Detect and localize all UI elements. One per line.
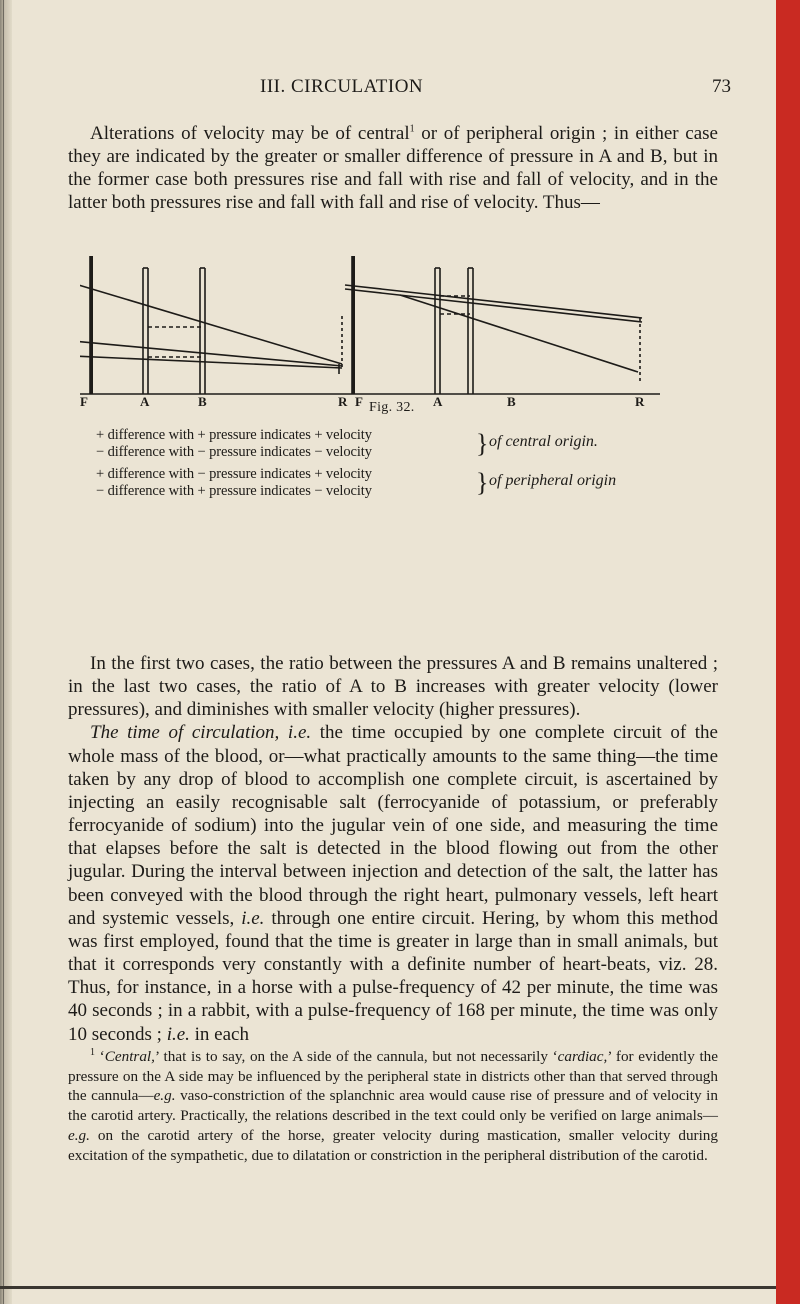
footnote-ref: 1 [409,123,415,135]
brace-central: } [476,429,489,458]
para2-italic-term: The time of circulation, i.e. [90,722,312,744]
label-r-left: R [338,394,348,406]
para2-ie-2: i.e. [166,1023,190,1045]
label-a-left: A [140,394,150,406]
page-number: 73 [712,76,731,97]
label-b-left: B [198,394,207,406]
para2-sentence-ratio: In the first two cases, the ratio between the pressures A and B remains unaltered ; in the last two cases, the ratio of A to B increases with greater velocity (lower pressures), and diminishes with smaller velocity (higher pressures). [68,653,718,721]
para2-time-of-circulation [68,721,718,1045]
footnote-text-1: ’ that is to say, on the A side of the cannula, but not necessarily ‘ [154,1048,558,1065]
relation-row-4: − difference with + pressure indicates − velocity [96,483,372,499]
page-edge-band [776,0,800,1304]
central-origin-label: of central origin. [489,433,598,450]
footnote-text-2: ’ for evidently the pressure on the A side may be influenced by the peripheral state in districts other than that served through the cannula— [68,1048,719,1105]
relation-row-3: + difference with − pressure indicates + velocity [96,466,372,482]
footnote-eg-1: e.g. [153,1087,176,1105]
relation-row-2: − difference with − pressure indicates − velocity [96,444,372,460]
footnote [68,1047,718,1165]
bottom-edge-rule [0,1286,776,1289]
footnote-number: 1 [90,1046,95,1058]
label-a-right: A [433,394,443,406]
running-header [0,76,800,106]
figure-caption: Fig. 32. [369,400,415,415]
paragraph-time-of-circulation [68,652,718,1046]
diagram-left [80,256,342,394]
label-f-left: F [80,394,88,406]
peripheral-origin-label: of peripheral origin [489,472,617,489]
label-b-right: B [507,394,516,406]
label-r-right: R [635,394,645,406]
page-binding-edge [0,0,12,1304]
pressure-line-upper-right [345,285,642,318]
footnote-open-quote: ‘ [99,1048,105,1065]
footnote-text-4: on the carotid artery of the horse, greater velocity during mastication, smaller velocity during excitation of the sympathetic, due to dilatation or constriction in the peripheral distribution of the carotid. [68,1126,718,1164]
para2-text-a: the time occupied by one complete circuit of the whole mass of the blood, or—what practically amounts to the same thing—the time taken by any drop of blood to accomplish one complete circuit, is ascertained by injecting an easily recognisable salt (ferrocyanide of potassium, or preferably ferrocyanide of sodium) into the jugular vein of one side, and measuring the time that elapses before the salt is detected in the blood flowing out from the other jugular. During the interval between injection and detection of the salt, the latter has been conveyed with the blood through the right heart, pulmonary vessels, left heart and systemic vessels, [68,722,718,929]
pressure-line-upper-left [80,283,342,364]
brace-peripheral: } [476,468,489,497]
relations-table [96,427,716,507]
footnote-text-3: vaso-constriction of the splanchnic area would cause rise of pressure and of velocity in the carotid artery. Practically, the relations described in the text could only be verified on large animals— [68,1087,718,1125]
para2-text-c: in each [189,1023,249,1045]
diagram-right [342,256,660,394]
para2-text-b: through one entire circuit. Hering, by whom this method was first employed, found that the time is greater in large than in small animals, but that it corresponds very constantly with a definite number of heart-beats, viz. 28. Thus, for instance, in a horse with a pulse-frequency of 42 per minute, the time was 40 seconds ; in a rabbit, with a pulse-frequency of 168 per minute, the time was only 10 seconds ; [68,907,718,1045]
relation-row-1: + difference with + pressure indicates + velocity [96,427,372,443]
label-f-right: F [355,394,363,406]
footnote-eg-2: e.g. [68,1126,90,1144]
para1-text-b: or of peripheral origin ; in either case they are indicated by the greater or smaller difference of pressure in A and B, but in the former case both pressures rise and fall with rise and fall of velocity, and in the latter both pressures rise and fall with fall and rise of velocity. Thus— [68,123,718,214]
footnote-cardiac-word: cardiac, [557,1048,608,1065]
paragraph-velocity-origin [68,122,718,214]
chapter-title: III. CIRCULATION [260,76,424,97]
para1-text-a: Alterations of velocity may be of central [90,123,410,144]
footnote-central-word: Central, [104,1048,155,1065]
pressure-diagram [80,256,680,406]
para2-ie-1: i.e. [241,907,265,929]
